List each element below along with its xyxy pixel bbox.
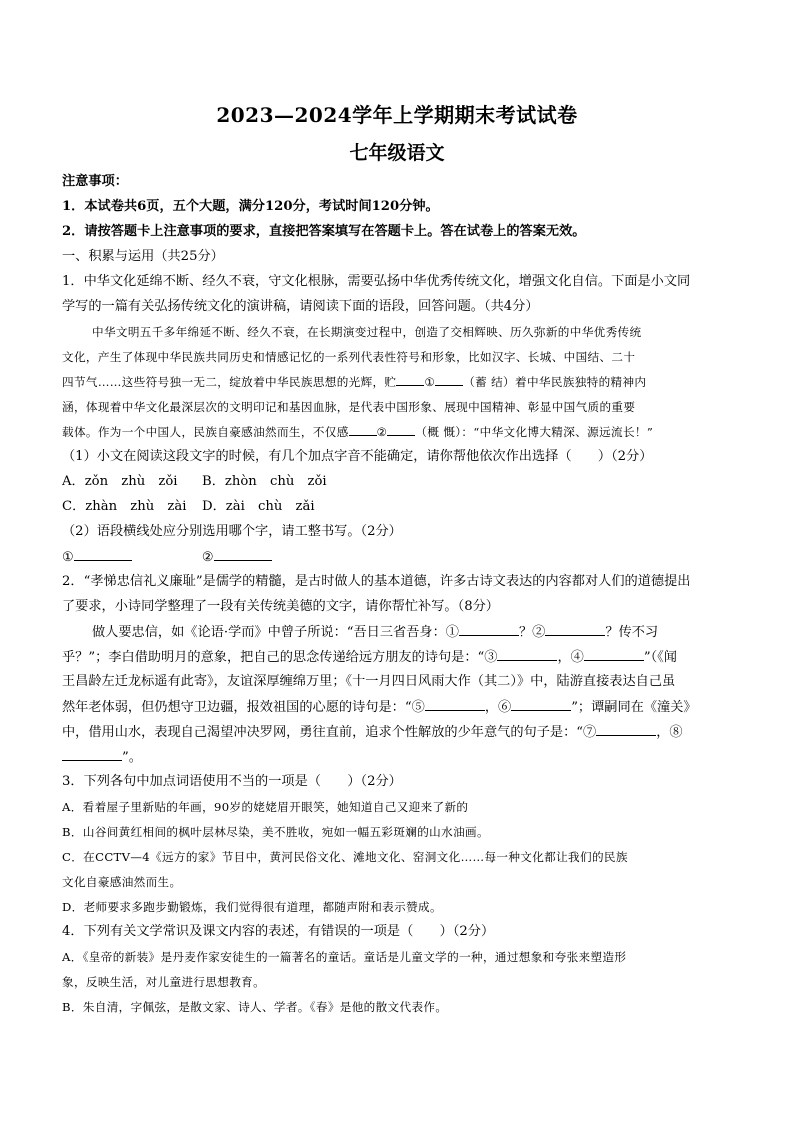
q1-answer-row [62, 547, 732, 568]
q2-stem-line-2: 了要求，小诗同学整理了一段有关传统美德的文字，请你帮忙补写。（8分） [62, 599, 499, 614]
q2-line-7 [62, 722, 732, 743]
exam-title: 2023—2024学年上学期期末考试试卷 [216, 103, 578, 127]
q3-option-c-line-2: 文化自豪感油然而生。 [62, 875, 182, 889]
q1-option-a: A．zǒn zhù zǒi [62, 474, 178, 489]
q1-option-b: B．zhòn chù zǒi [202, 474, 327, 489]
q2-line-4-end: ”（《闻 [643, 650, 677, 665]
blank-line [435, 372, 463, 386]
q4-stem: 4．下列有关文学常识及课文内容的表述，有错误的一项是（ ）（2分） [62, 924, 495, 939]
q1-passage-line-3-text: 四节气……这些符号独一无二，绽放着中华民族思想的光辉，贮 [62, 375, 397, 389]
q1-passage-line-2: 文化，产生了体现中华民族共同历史和情感记忆的一系列代表性符号和形象，比如汉字、长城、中国结、二十 [62, 350, 636, 364]
q2-line-4-text: 乎？”；李白借助明月的意象，把自己的思念传递给远方朋友的诗句是：“③ [62, 650, 498, 665]
blank-line [349, 422, 377, 436]
exam-subtitle: 七年级语文 [349, 142, 445, 164]
q2-line-3-end: ？传不习 [605, 625, 659, 640]
answer-blank-1[interactable] [74, 547, 132, 561]
q1-passage-line-5-text: 载体。作为一个中国人，民族自豪感油然而生，不仅感 [62, 425, 349, 439]
answer-blank-q2-5[interactable] [425, 697, 485, 711]
q1-passage-line-5-rest: （概 慨）：“中华文化博大精深、源远流长！” [415, 425, 654, 439]
q2-line-8 [62, 747, 732, 768]
q3-option-a: A．看着屋子里新贴的年画，90岁的姥姥眉开眼笑，她知道自己又迎来了新的 [62, 800, 469, 814]
q4-option-a-line-2: 象，反映生活，对儿童进行思想教育。 [62, 975, 266, 989]
q2-line-3 [92, 622, 732, 643]
answer-label-2: ② [201, 550, 214, 565]
answer-blank-2[interactable] [214, 547, 272, 561]
notes-heading: 注意事项： [62, 174, 128, 189]
q2-line-7-text: 中，借用山水，表现自己渴望冲决罗网，勇往直前，追求个性解放的少年意气的句子是：“⑦ [62, 725, 597, 740]
q1-stem-line-1: 1．中华文化延绵不断、经久不衰，守文化根脉，需要弘扬中华优秀传统文化，增强文化自信。下面是小文同 [62, 274, 691, 289]
answer-label-1: ① [62, 550, 74, 565]
blank-line [396, 372, 424, 386]
q3-stem: 3．下列各句中加点词语使用不当的一项是（ ）（2分） [62, 774, 402, 789]
answer-blank-q2-2[interactable] [545, 622, 605, 636]
answer-blank-q2-7[interactable] [596, 722, 656, 736]
q1-options-row-1 [62, 472, 732, 492]
q3-option-b: B．山谷间黄红相间的枫叶层林尽染，美不胜收，宛如一幅五彩斑斓的山水油画。 [62, 825, 489, 839]
answer-blank-q2-4[interactable] [584, 647, 644, 661]
q2-line-4-mid: ，④ [557, 650, 584, 665]
q2-line-4 [62, 647, 732, 668]
blank-marker-1: ① [424, 375, 436, 389]
q2-line-6-text: 然年老体弱，但仍想守卫边疆，报效祖国的心愿的诗句是：“⑤ [62, 700, 425, 715]
q1-passage-line-5 [62, 422, 732, 442]
q2-line-6 [62, 697, 732, 718]
q1-stem-line-2: 学写的一篇有关弘扬传统文化的演讲稿，请阅读下面的语段，回答问题。（共4分） [62, 299, 539, 314]
answer-blank-q2-1[interactable] [459, 622, 519, 636]
q2-line-6-end: ”；谭嗣同在《潼关》 [571, 700, 697, 715]
q1-passage-line-1: 中华文明五千多年绵延不断、经久不衰，在长期演变过程中，创造了交相辉映、历久弥新的中华优秀传统 [92, 325, 642, 339]
q1-options-row-2 [62, 497, 732, 517]
q2-line-8-end: ”。 [122, 750, 142, 765]
q2-line-5: 王昌龄左迁龙标遥有此寄》，友谊深厚缠绵万里；《十一月四日风雨大作（其二）》中，陆游直接表达自己虽 [62, 674, 676, 689]
q4-option-b: B．朱自清，字佩弦，是散文家、诗人、学者。《春》是他的散文代表作。 [62, 1000, 448, 1014]
q1-passage-line-3 [62, 372, 732, 392]
q1-passage-line-4: 涵，体现着中华文化最深层次的文明印记和基因血脉，是代表中国形象、展现中国精神、彰显中国气质的重要 [62, 400, 636, 414]
q4-option-a-line-1: A．《皇帝的新装》是丹麦作家安徒生的一篇著名的童话。童话是儿童文学的一种，通过想象和夸张来塑造形 [62, 950, 627, 964]
blank-marker-2: ② [376, 425, 388, 439]
q3-option-c-line-1: C．在CCTV—4《远方的家》节目中，黄河民俗文化、滩地文化、窑洞文化……每一种文化都让我们的民族 [62, 850, 628, 864]
q2-line-6-mid: ，⑥ [484, 700, 512, 715]
q2-line-7-mid: ，⑧ [656, 725, 683, 740]
answer-blank-q2-3[interactable] [497, 647, 557, 661]
q2-line-3-mid: ？② [519, 625, 546, 640]
blank-line [387, 422, 415, 436]
answer-blank-q2-6[interactable] [511, 697, 571, 711]
q1-sub-question-1: （1）小文在阅读这段文字的时候，有几个加点字音不能确定，请你帮他依次作出选择（ ）（2分） [62, 449, 653, 464]
q1-sub-question-2: （2）语段横线处应分别选用哪个字，请工整书写。（2分） [62, 524, 402, 539]
notes-item-1: 1．本试卷共6页，五个大题，满分120分，考试时间120分钟。 [62, 199, 439, 214]
q1-option-d: D．zài chù zǎi [202, 499, 315, 514]
section-1-heading: 一、积累与运用（共25分） [62, 249, 224, 264]
q3-option-d: D．老师要求多跑步勤锻炼，我们觉得很有道理，都随声附和表示赞成。 [62, 900, 442, 914]
q2-stem-line-1: 2．“孝悌忠信礼义廉耻”是儒学的精髓，是古时做人的基本道德，许多古诗文表达的内容都对人们的道德提出 [62, 574, 691, 589]
q2-line-3-text: 做人要忠信，如《论语·学而》中曾子所说：“吾日三省吾身：① [92, 625, 459, 640]
answer-blank-q2-8[interactable] [62, 747, 122, 761]
q1-option-c: C．zhàn zhù zài [62, 499, 187, 514]
q1-passage-line-3-rest: （蓄 结）着中华民族独特的精神内 [463, 375, 647, 389]
notes-item-2: 2．请按答题卡上注意事项的要求，直接把答案填写在答题卡上。答在试卷上的答案无效。 [62, 224, 586, 239]
